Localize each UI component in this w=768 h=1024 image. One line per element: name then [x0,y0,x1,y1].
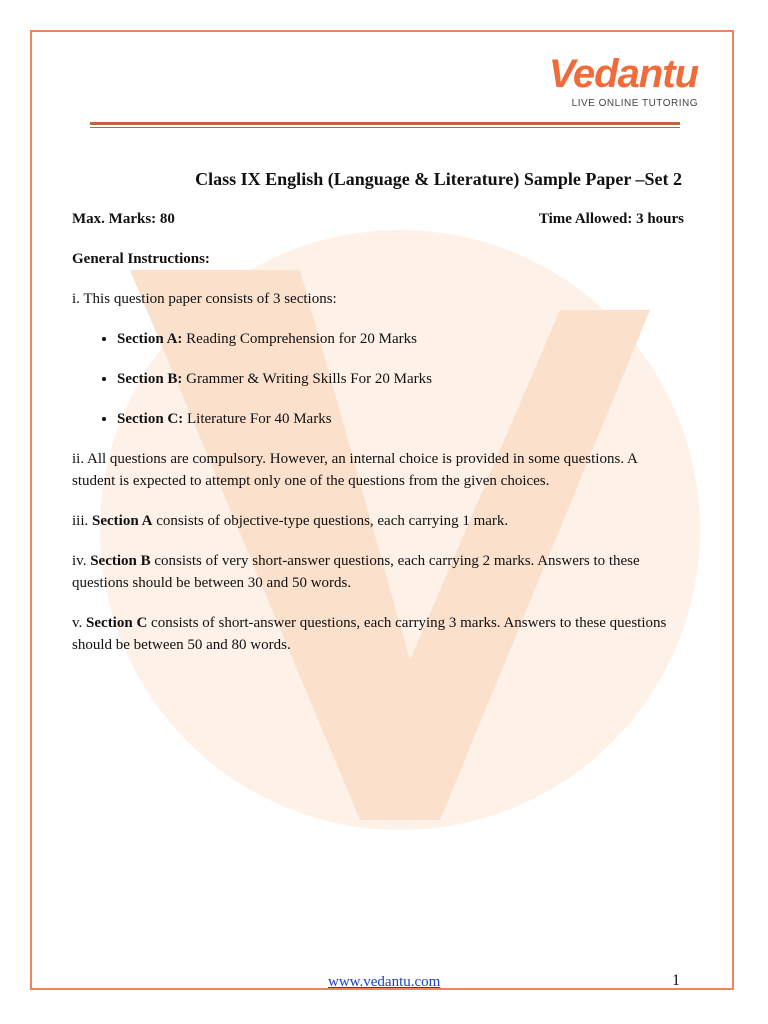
instruction-v: v. Section C consists of short-answer questions, each carrying 3 marks. Answers to these questions should be between 50 and 80 words. [72,615,667,653]
page-number: 1 [672,972,680,989]
sections-list [72,328,684,430]
max-marks: Max. Marks: 80 [72,211,175,227]
logo-tagline: LIVE ONLINE TUTORING [571,98,698,109]
paper-title: Class IX English (Language & Literature) Sample Paper –Set 2 [195,169,682,189]
vedantu-logo [549,52,698,109]
footer-website-link[interactable]: www.vedantu.com [328,974,441,990]
list-item: • Section C: Literature For 40 Marks [117,408,684,430]
instruction-iii: iii. Section A consists of objective-type questions, each carrying 1 mark. [72,513,509,529]
header-rule-thin [90,127,680,128]
marks-time-row [72,208,684,230]
instructions-heading: General Instructions: [72,251,210,267]
instruction-ii: ii. All questions are compulsory. However, an internal choice is provided in some questions. A student is expected to attempt only one of the questions from the given choices. [72,451,637,489]
instruction-i: i. This question paper consists of 3 sections: [72,291,337,307]
instruction-iv: iv. Section B consists of very short-answer questions, each carrying 2 marks. Answers to these questions should be between 30 and 50 words. [72,553,640,591]
logo-wordmark: Vedantu [548,52,698,96]
header-rule-thick [90,122,680,125]
list-item: • Section A: Reading Comprehension for 20 Marks [117,328,684,350]
time-allowed: Time Allowed: 3 hours [538,211,684,227]
list-item: • Section B: Grammer & Writing Skills For 20 Marks [117,368,684,390]
document-body [72,168,684,674]
